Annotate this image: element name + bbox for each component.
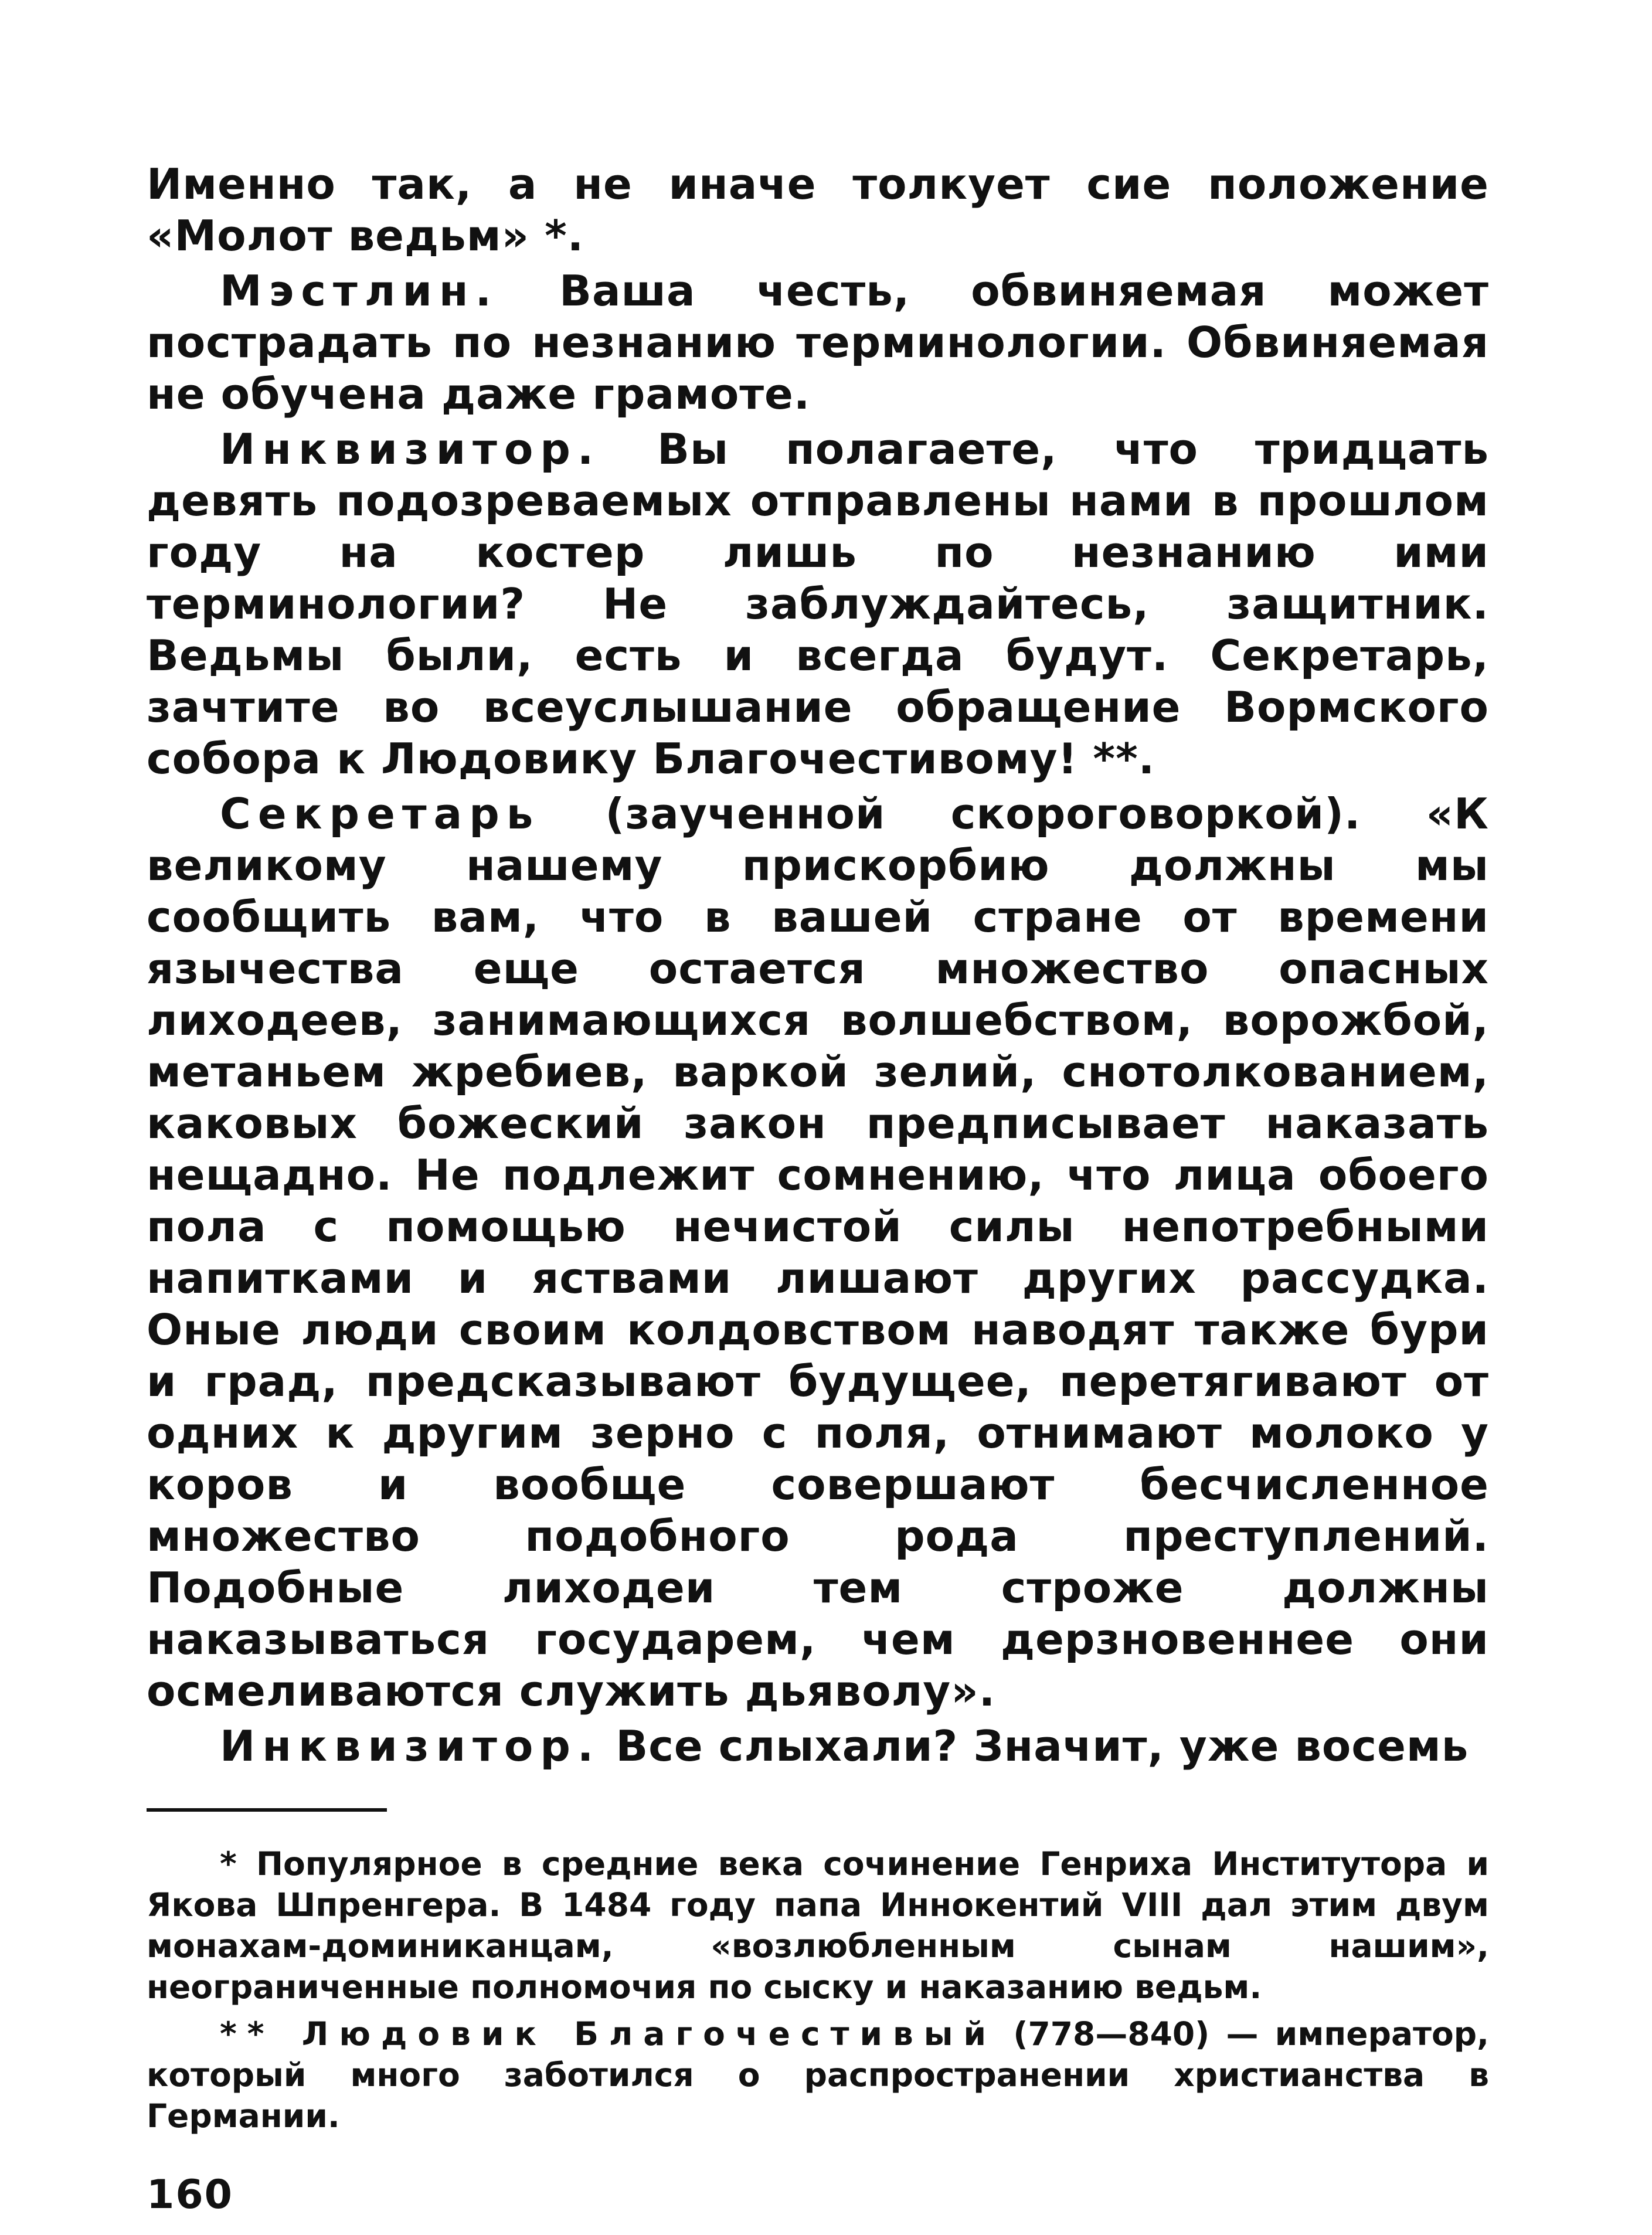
footnote-text: (778—840) — император, который много заботился о распространении христианства в Германии. [147,2015,1490,2135]
paragraph-1 [147,158,1489,261]
paragraph-5 [147,1720,1489,1772]
footnote-text: * Популярное в средние века сочинение Генриха Институтора и Якова Шпренгера. В 1484 году папа Иннокентий VIII дал этим двум монахам-доминиканцам, «возлюбленным сынам нашим», неограниченные полномочия по сыску и наказанию ведьм. [147,1845,1489,2006]
book-page [147,158,1490,2218]
paragraph-4 [147,788,1489,1717]
page-number: 160 [147,2172,233,2218]
paragraph-3 [147,423,1489,784]
paragraph-text: Вы полагаете, что тридцать девять подозреваемых отправлены нами в прошлом году на костер лишь по незнанию ими терминологии? Не заблуждайтесь, защитник. Ведьмы были, есть и всегда будут. Секретарь, зачтите во всеуслышание обращение Вормского собора к Людовику Благочестивому! **. [147,424,1489,783]
speaker-name: Мэстлин. [220,266,499,315]
paragraph-text: Ваша честь, обвиняемая может пострадать по незнанию терминологии. Обвиняемая не обучена даже грамоте. [147,266,1489,419]
paragraph-text: Именно так, а не иначе толкует сие положение «Молот ведьм» *. [147,159,1489,260]
paragraph-text: (заученной скороговоркой). «К великому нашему прискорбию должны мы сообщить вам, что в вашей стране от времени язычества еще остается множество опасных лиходеев, занимающихся волшебством, ворожбой, метаньем жребиев, варкой зелий, снотолкованием, каковых божеский закон предписывает наказать нещадно. Не подлежит сомнению, что лица обоего пола с помощью нечистой силы непотребными напитками и яствами лишают других рассудка. Оные люди своим колдовством наводят также бури и град, предсказывают будущее, перетягивают от одних к другим зерно с поля, отнимают молоко у коров и вообще совершают бесчисленное множество подобного рода преступлений. Подобные лиходеи тем строже должны наказываться государем, чем дерзновеннее они осмеливаются служить дьяволу». [147,789,1489,1716]
paragraph-text: Все слыхали? Значит, уже восемь [616,1721,1469,1771]
footnote-2 [147,2013,1489,2137]
footnote-divider [147,1808,387,1812]
footnote-term: ** Людовик Благочестивый [220,2015,997,2053]
footnote-1 [147,1843,1489,2008]
speaker-name: Секретарь [220,789,541,838]
speaker-name: Инквизитор. [220,424,601,474]
speaker-name: Инквизитор. [220,1721,601,1771]
paragraph-2 [147,265,1489,420]
